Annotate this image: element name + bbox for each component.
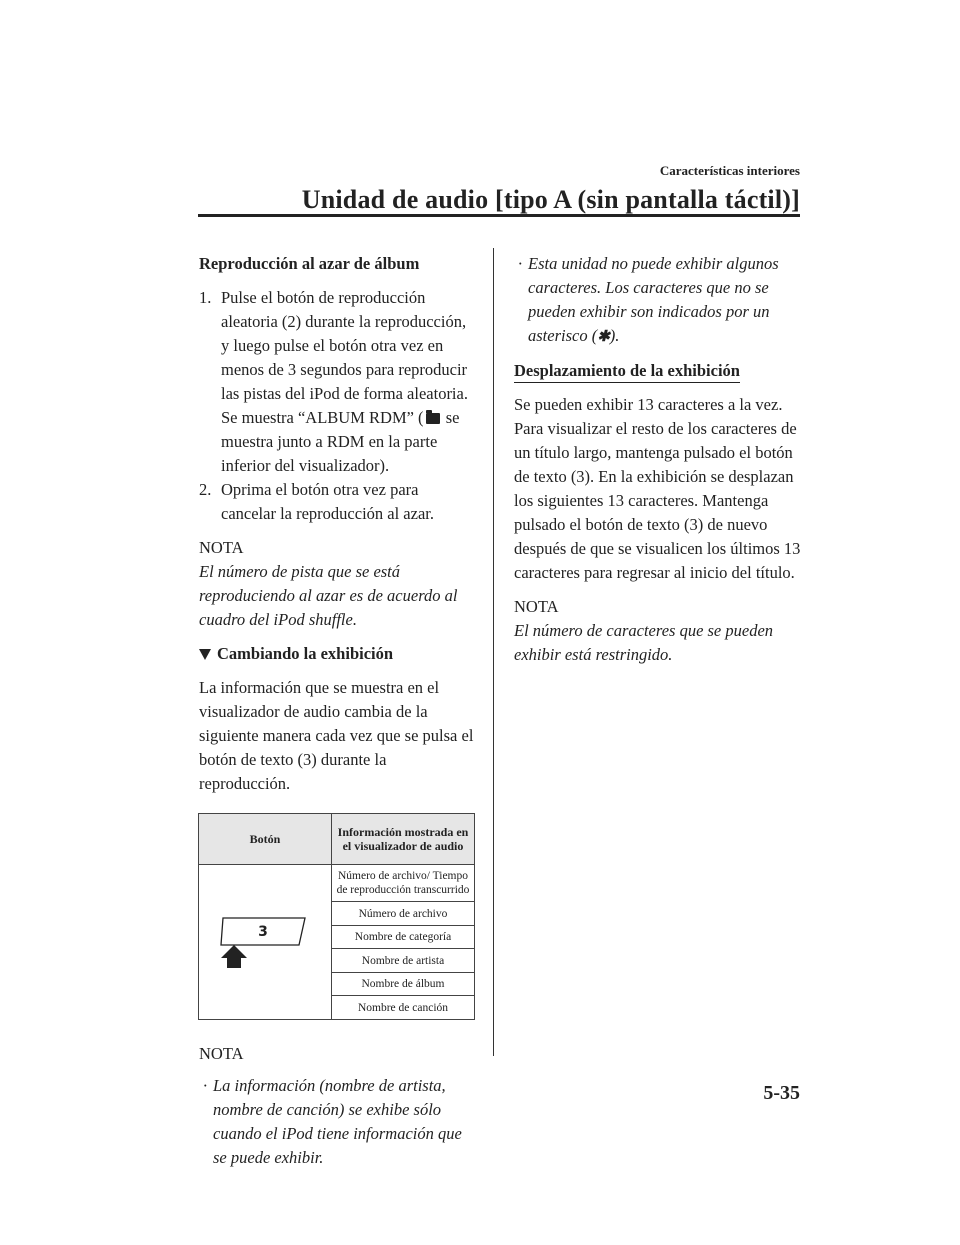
table-header-info: Información mostrada en el visualizador de audio xyxy=(332,814,475,865)
asterisk-bullet-text-before: Esta unidad no puede exhibir algunos caracteres. Los caracteres que no se pueden exhibir son indicados por un asterisco ( xyxy=(528,254,779,345)
table-row: Nombre de artista xyxy=(332,949,475,973)
table-row: Nombre de álbum xyxy=(332,972,475,996)
table-row: Nombre de categoría xyxy=(332,925,475,949)
step-2-text: Oprima el botón otra vez para cancelar la reproducción al azar. xyxy=(221,480,434,523)
step-2-number: 2. xyxy=(199,480,212,499)
display-change-heading-text: Cambiando la exhibición xyxy=(217,644,394,663)
steps-list xyxy=(199,286,475,526)
table-row: Nombre de canción xyxy=(332,996,475,1020)
nota-3-label: NOTA xyxy=(514,597,559,616)
step-1-text-before: Pulse el botón de reproducción aleatoria (2) durante la reproducción, y luego pulse el botón otra vez en menos de 3 segundos para reproducir las pistas del iPod de forma aleatoria. Se muestra “ALBUM RDM” ( xyxy=(221,288,468,427)
asterisk-icon: ✱ xyxy=(597,329,610,345)
column-divider xyxy=(493,248,494,1056)
display-change-paragraph: La información que se muestra en el visualizador de audio cambia de la siguiente manera cada vez que se pulsa el botón de texto (3) durante la reproducción. xyxy=(199,678,474,793)
step-2 xyxy=(199,478,475,526)
step-1-text-after: se muestra junto a RDM en la parte inferior del visualizador). xyxy=(221,408,460,475)
scroll-heading-text: Desplazamiento de la exhibición xyxy=(514,360,740,383)
button-label: 3 xyxy=(258,924,268,940)
triangle-down-icon xyxy=(199,649,211,660)
nota-2-label: NOTA xyxy=(199,1044,244,1063)
folder-icon xyxy=(426,413,440,424)
album-random-heading: Reproducción al azar de álbum xyxy=(199,254,420,273)
left-column xyxy=(199,252,475,1170)
asterisk-bullet xyxy=(514,252,804,349)
page-number: 5-35 xyxy=(763,1082,800,1104)
bullet-dot: · xyxy=(203,1076,208,1095)
nota-2-text: La información (nombre de artista, nombre de canción) se exhibe sólo cuando el iPod tiene información que se puede exhibir. xyxy=(213,1076,462,1167)
section-title: Unidad de audio [tipo A (sin pantalla táctil)] xyxy=(301,185,800,214)
table-row: Número de archivo/ Tiempo de reproducción transcurrido xyxy=(332,865,475,902)
scroll-paragraph: Se pueden exhibir 13 caracteres a la vez. Para visualizar el resto de los caracteres de un título largo, mantenga pulsado el botón de texto (3). En la exhibición se desplazan los siguientes 13 caracteres. Mantenga pulsado el botón de texto (3) de nuevo después de que se visualicen los últimos 13 caracteres para regresar al inicio del título. xyxy=(514,395,801,582)
nota-2-bullet xyxy=(199,1074,475,1170)
nota-3-text: El número de caracteres que se pueden exhibir está restringido. xyxy=(514,621,774,664)
bullet-dot: · xyxy=(518,254,523,273)
nota-1-text: El número de pista que se está reproduciendo al azar es de acuerdo al cuadro del iPod shuffle. xyxy=(199,562,458,629)
header-rule xyxy=(198,214,800,217)
table-row: Número de archivo xyxy=(332,902,475,926)
scroll-heading xyxy=(514,359,804,383)
right-column xyxy=(514,252,804,667)
chapter-title: Características interiores xyxy=(659,163,800,178)
step-1-number: 1. xyxy=(199,288,212,307)
display-info-table xyxy=(198,813,475,1020)
display-change-heading xyxy=(199,642,475,666)
button-image-cell xyxy=(199,865,332,1020)
step-1 xyxy=(199,286,475,478)
asterisk-bullet-text-after: ). xyxy=(609,326,620,345)
nota-1-label: NOTA xyxy=(199,538,244,557)
text-button-3-icon xyxy=(199,865,331,1015)
table-header-button: Botón xyxy=(199,814,332,865)
